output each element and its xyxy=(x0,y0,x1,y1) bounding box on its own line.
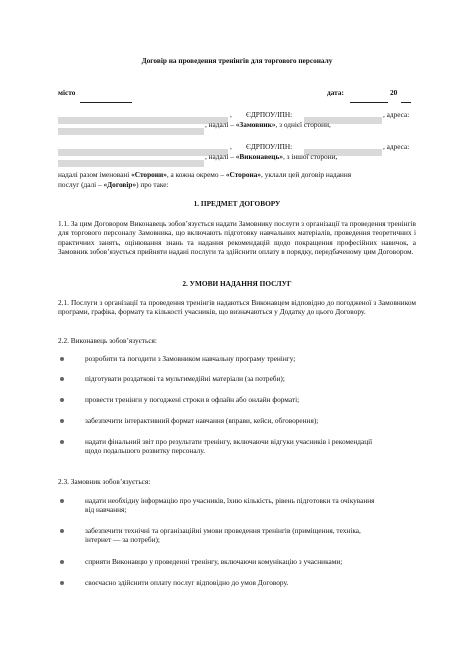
clause-2-2-title: 2.2. Виконавець зобов’язується: xyxy=(58,336,157,345)
date-label: дата: xyxy=(327,88,344,97)
customer-edrpou-label: ЄДРПОУ/ІПН: xyxy=(246,110,293,119)
date-year-prefix: 20 xyxy=(390,88,398,97)
bullet-icon xyxy=(60,529,64,533)
executor-address-label: , адреса: xyxy=(383,142,410,151)
section-1-heading: 1. ПРЕДМЕТ ДОГОВОРУ xyxy=(193,199,281,208)
customer-comma: , xyxy=(230,110,232,119)
document-page: Договір на проведення тренінгів для торгового персоналу місто дата: 20 , ЄДРПОУ/ІПН: , адреса: , надалі – «Замовник», з однієї сторони, , ЄДРПОУ/ІПН: , адреса: , надалі – «Виконавець», з іншої сторони, надалі разом іменовані «Сторони», а кожна окремо – «Сторона», уклали цей договір надання послуг (далі – «Договір») про таке: 1. ПРЕДМЕТ ДОГОВОРУ 1.1. За цим Договором Виконавець зобов’язується надати Замовнику послуги з організації та проведення тренінгів для торгового персоналу Замовника, що включають підготовку навчальних матеріалів, проведення теоретичних і практичних занять, оцінювання знань та надання рекомендацій щодо покращення професійних навичок, а Замовник зобов’язується прийняти надані послуги та здійснити оплату в порядку, передбаченому цим Договором. 2. УМОВИ НАДАННЯ ПОСЛУГ 2.1. Послуги з організації та проведення тренінгів надаються Виконавцем відповідно до погодженої з Замовником програми, графіка, формату та кількості учасників, що визначаються у Додатку до цього Договору. 2.2. Виконавець зобов’язується: розробити та погодити з Замовником навчальну програму тренінгу; підготувати роздаткові та мультимедійні матеріали (за потреби); провести тренінги у погоджені строки в офлайн або онлайн форматі; забезпечити інтерактивний формат навчання (вправи, кейси, обговорення); надати фінальний звіт про результати тренінгу, включаючи відгуки учасників і рекомендації щодо подальшого розвитку персоналу. 2.3. Замовник зобов’язується: надати необхідну інформацію про учасників, їхню кількість, рівень підготовки та очікування від навчання; забезпечити технічні та організаційні умови проведення тренінгів (приміщення, техніка, інтернет — за потреби); сприяти Виконавцю у проведенні тренінгу, включаючи комунікацію з учасниками; своєчасно здійснити оплату послуг відповідно до умов Договору. xyxy=(0,0,474,670)
date-day-field[interactable] xyxy=(350,89,388,107)
customer-role-line: , надалі – «Замовник», з однієї сторони, xyxy=(205,120,331,129)
section-2-heading: 2. УМОВИ НАДАННЯ ПОСЛУГ xyxy=(182,279,292,288)
bullet-icon xyxy=(60,398,64,402)
customer-address-field[interactable] xyxy=(58,121,204,139)
section-1-paragraph: 1.1. За цим Договором Виконавець зобов’язується надати Замовнику послуги з організації та проведення тренінгів для торгового персоналу Замовника, що включають підготовку навчальних матеріалів, проведення теоретичних і практичних занять, оцінювання знань та надання рекомендацій щодо покращення професійних навичок, а Замовник зобов’язується прийняти надані послуги та здійснити оплату в порядку, передбаченому цим Договором. xyxy=(58,219,416,257)
executor-edrpou-label: ЄДРПОУ/ІПН: xyxy=(246,142,293,151)
bullet-icon xyxy=(60,357,64,361)
executor-address-field[interactable] xyxy=(58,153,204,171)
preamble-line-1: надалі разом іменовані «Сторони», а кожна окремо – «Сторона», уклали цей договір надання xyxy=(58,170,352,179)
clause-2-1: 2.1. Послуги з організації та проведення тренінгів надаються Виконавцем відповідно до погодженої з Замовником програми, графіка, формату та кількості учасників, що визначаються у Додатку до цього Договору. xyxy=(58,298,416,317)
customer-address-label: , адреса: xyxy=(383,110,410,119)
bullet-icon xyxy=(60,377,64,381)
bullet-icon xyxy=(60,419,64,423)
city-field[interactable] xyxy=(80,89,132,107)
document-title: Договір на проведення тренінгів для торгового персоналу xyxy=(141,56,333,65)
bullet-icon xyxy=(60,560,64,564)
city-label: місто xyxy=(58,88,76,97)
bullet-icon xyxy=(60,499,64,503)
bullet-icon xyxy=(60,440,64,444)
date-year-field[interactable] xyxy=(401,89,411,107)
executor-role-line: , надалі – «Виконавець», з іншої сторони, xyxy=(205,152,338,161)
executor-comma: , xyxy=(230,142,232,151)
preamble-line-2: послуг (далі – «Договір») про таке: xyxy=(58,180,169,189)
clause-2-3-title: 2.3. Замовник зобов’язується: xyxy=(58,477,151,486)
bullet-icon xyxy=(60,581,64,585)
